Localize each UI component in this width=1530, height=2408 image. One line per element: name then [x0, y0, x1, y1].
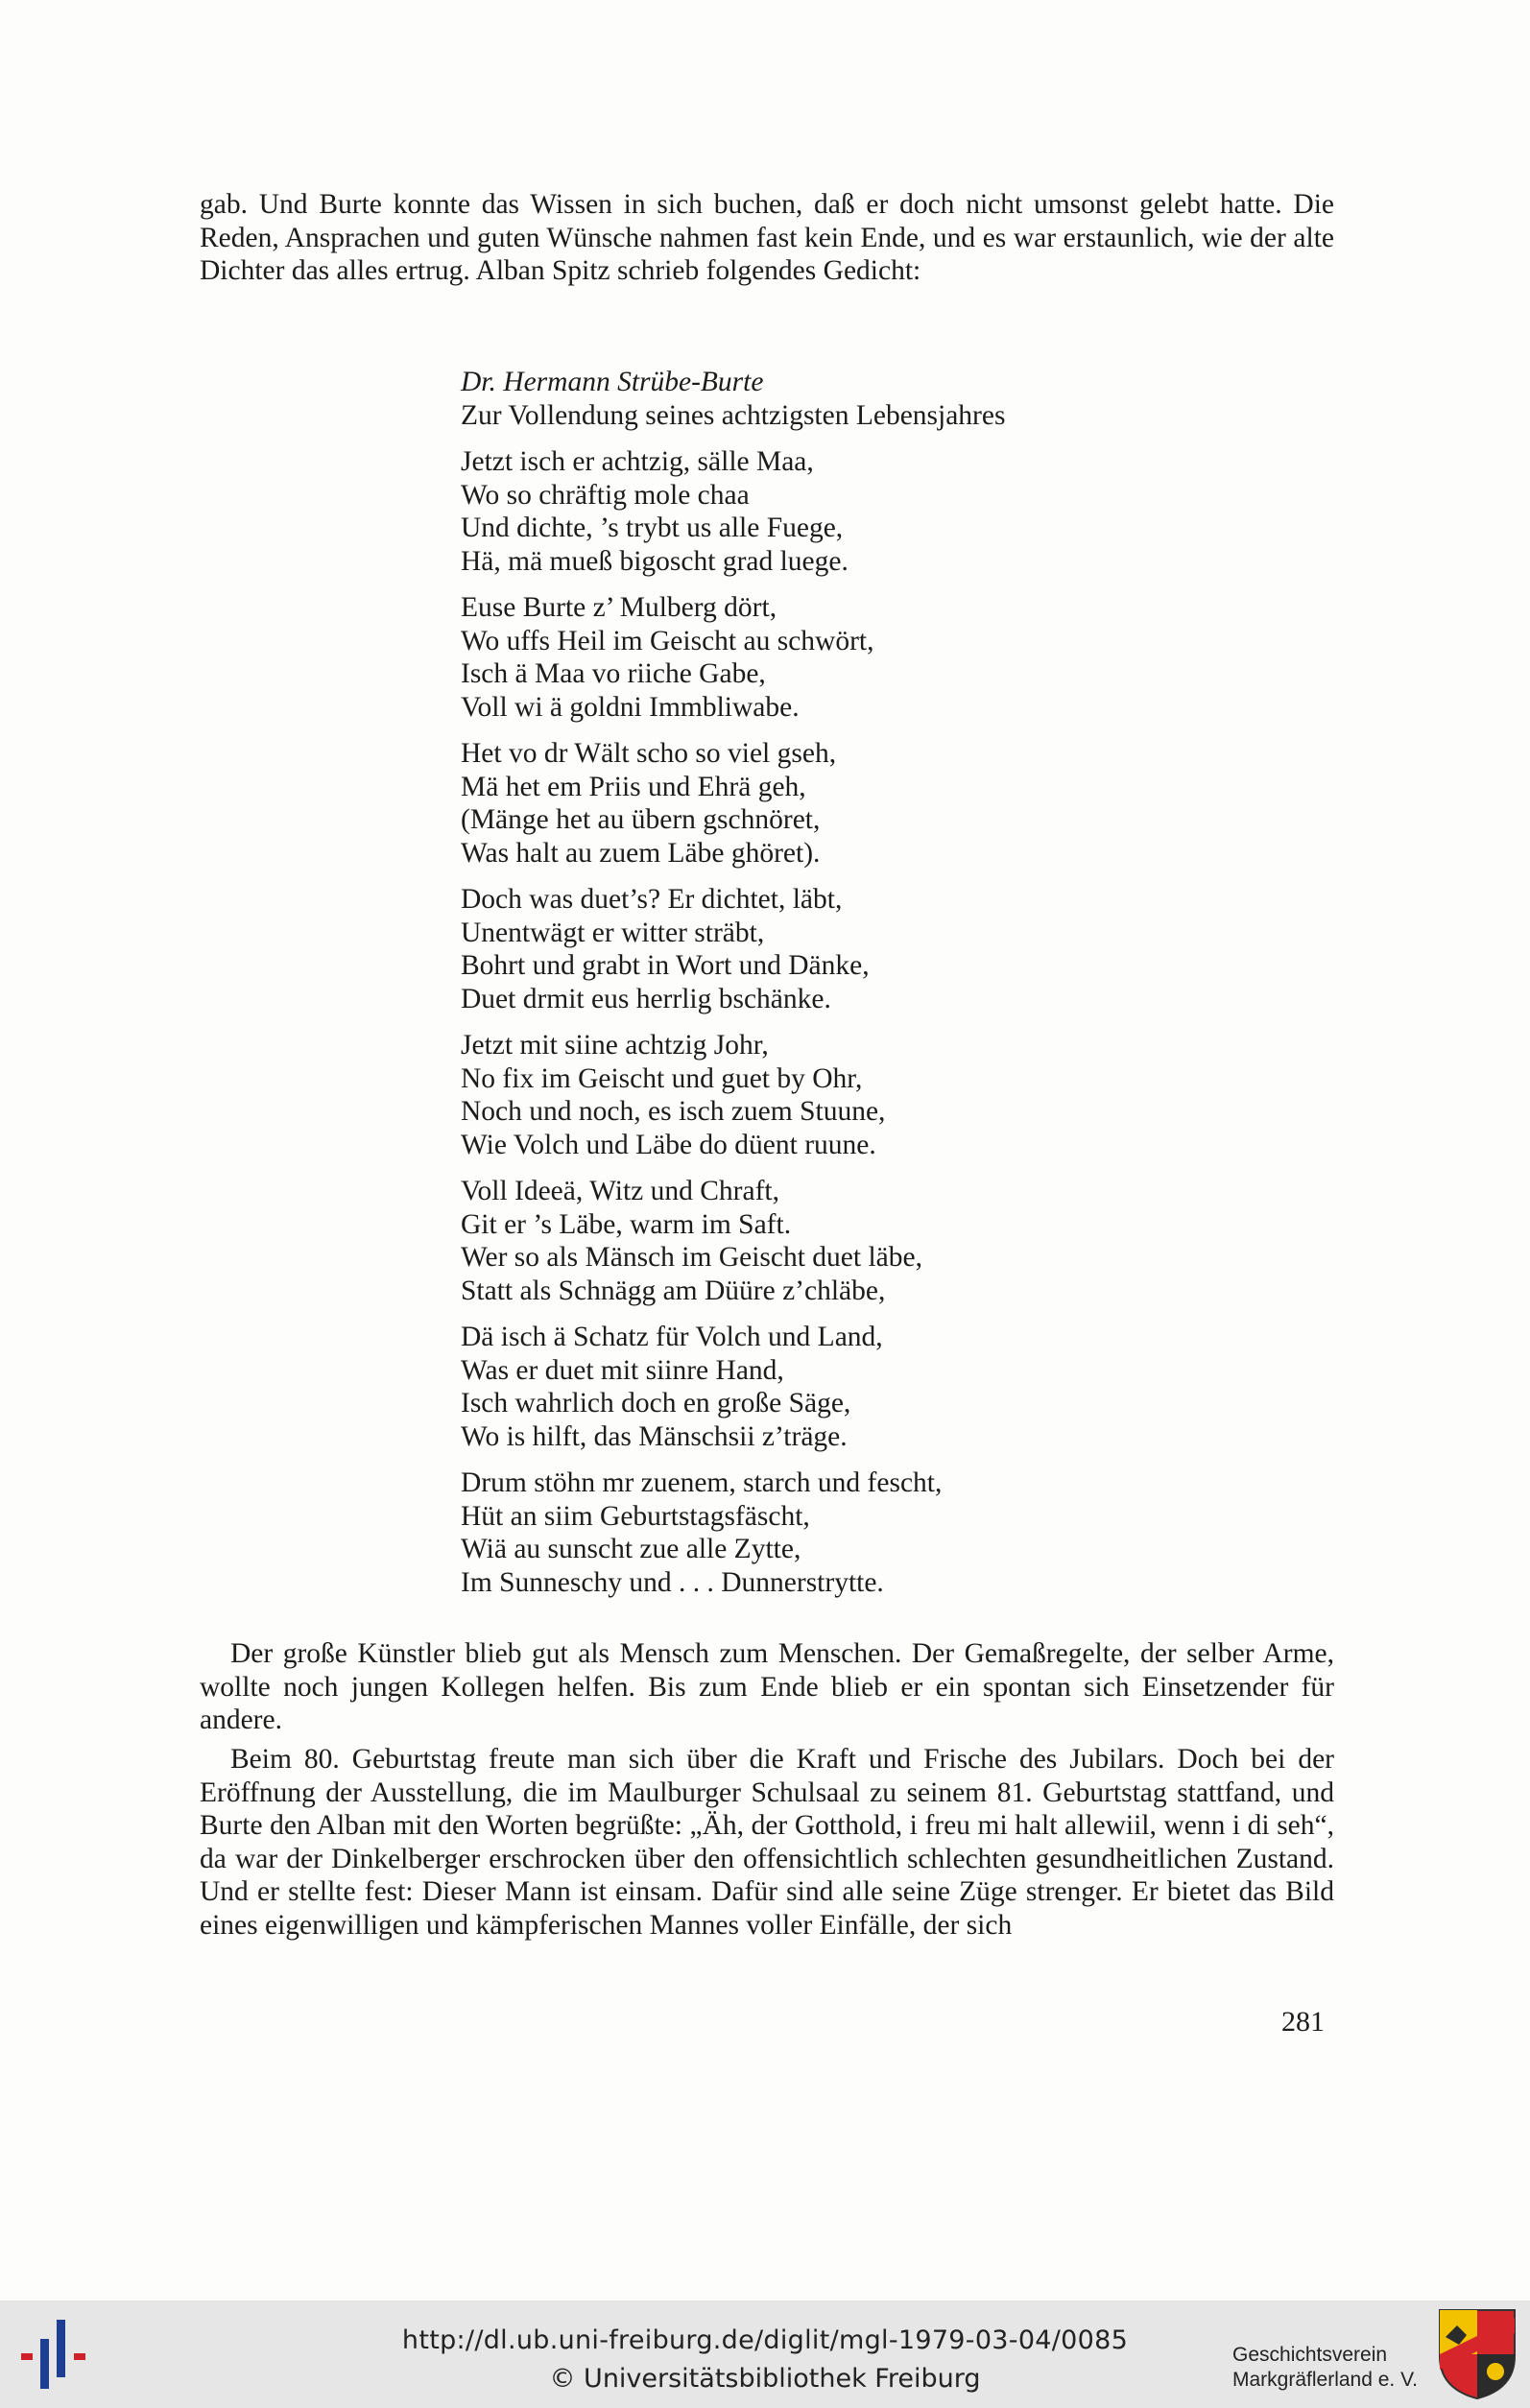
poem-line: Dä isch ä Schatz für Volch und Land,: [461, 1322, 883, 1352]
coat-of-arms-icon: [1438, 2308, 1517, 2400]
society-name-line2: Markgräflerland e. V.: [1232, 2369, 1418, 2391]
poem-line: Jetzt mit siine achtzig Johr,: [461, 1030, 769, 1061]
copyright-text: © Universitätsbibliothek Freiburg: [549, 2364, 981, 2394]
poem-stanza-1: [461, 445, 1229, 578]
poem-line: Git er ’s Läbe, warm im Saft.: [461, 1208, 792, 1240]
poem-subtitle: Zur Vollendung seines achtzigsten Lebensjahres: [461, 399, 1006, 431]
poem-line: Statt als Schnägg am Düüre z’chläbe,: [461, 1275, 886, 1306]
poem-stanza-7: [461, 1321, 1229, 1453]
poem-line: Drum stöhn mr zuenem, starch und fescht,: [461, 1467, 943, 1498]
society-name: [1232, 2343, 1418, 2393]
poem-line: Het vo dr Wält scho so viel gseh,: [461, 738, 837, 769]
poem-line: Noch und noch, es isch zuem Stuune,: [461, 1096, 886, 1127]
poem-line: Mä het em Priis und Ehrä geh,: [461, 771, 806, 802]
poem-line: Doch was duet’s? Er dichtet, läbt,: [461, 884, 843, 915]
poem-stanza-8: [461, 1466, 1229, 1599]
page-number: 281: [1281, 2006, 1325, 2038]
poem-stanza-4: [461, 883, 1229, 1015]
poem-line: Im Sunneschy und . . . Dunnerstrytte.: [461, 1566, 884, 1598]
poem-line: Isch ä Maa vo riiche Gabe,: [461, 658, 766, 689]
body-paragraph: Der große Künstler blieb gut als Mensch zum Menschen. Der Gemaßregelte, der selber Arme, wollte noch jungen Kollegen helfen. Bis zum Ende blieb er ein spontan sich Einsetzender für andere.: [200, 1638, 1334, 1735]
poem-line: Isch wahrlich doch en große Säge,: [461, 1388, 851, 1419]
poem-line: No fix im Geischt und guet by Ohr,: [461, 1062, 863, 1094]
body-paragraph: Beim 80. Geburtstag freute man sich über die Kraft und Frische des Jubilars. Doch bei der Eröffnung der Ausstellung, die im Maulburger Schulsaal zu seinem 81. Geburtstag stattfand, und Burte den Alban mit den Worten begrüßte: „Äh, der Gotthold, i freu mi halt allewiil, wenn i di seh“, da war der Dinkelberger erschrocken über den offensichtlich schlechten gesundheitlichen Zustand. Und er stellte fest: Dieser Mann ist einsam. Dafür sind alle seine Züge strenger. Er bietet das Bild eines eigenwilligen und kämpferischen Mannes voller Einfälle, der sich: [200, 1744, 1334, 1941]
poem-line: Bohrt und grabt in Wort und Dänke,: [461, 950, 870, 981]
poem-stanza-6: [461, 1175, 1229, 1307]
poem-line: Hüt an siim Geburtstagsfäscht,: [461, 1500, 810, 1532]
intro-paragraph: gab. Und Burte konnte das Wissen in sich buchen, daß er doch nicht umsonst gelebt hatte. Die Reden, Ansprachen und guten Wünsche nahmen fast kein Ende, und es war erstaunlich, wie der alte Dichter das alles ertrug. Alban Spitz schrieb folgendes Gedicht:: [200, 189, 1334, 286]
poem-line: Euse Burte z’ Mulberg dört,: [461, 592, 777, 623]
poem-line: Duet drmit eus herrlig bschänke.: [461, 983, 831, 1014]
poem-stanza-5: [461, 1029, 1229, 1161]
poem-line: Wo uffs Heil im Geischt au schwört,: [461, 625, 874, 656]
poem-stanza-3: [461, 737, 1229, 870]
poem-line: Unentwägt er witter sträbt,: [461, 917, 765, 948]
poem-line: Und dichte, ’s trybt us alle Fuege,: [461, 513, 844, 543]
poem-title: Dr. Hermann Strübe-Burte: [461, 367, 764, 397]
poem-stanza-2: [461, 591, 1229, 724]
society-name-line1: Geschichtsverein: [1232, 2344, 1388, 2366]
poem-line: Wo so chräftig mole chaa: [461, 479, 750, 511]
poem-line: Hä, mä mueß bigoscht grad luege.: [461, 545, 849, 577]
permalink-url[interactable]: http://dl.ub.uni-freiburg.de/diglit/mgl-1979-03-04/0085: [401, 2325, 1129, 2355]
poem-line: Wie Volch und Läbe do düent ruune.: [461, 1129, 876, 1160]
poem-line: Wer so als Mänsch im Geischt duet läbe,: [461, 1242, 922, 1273]
poem-line: (Mänge het au übern gschnöret,: [461, 804, 821, 835]
viewer-footer: [0, 2301, 1530, 2408]
poem-line: Jetzt isch er achtzig, sälle Maa,: [461, 446, 814, 477]
poem-line: Voll wi ä goldni Immbliwabe.: [461, 691, 800, 723]
poem-line: Wiä au sunscht zue alle Zytte,: [461, 1534, 801, 1564]
poem-line: Wo is hilft, das Mänschsii z’träge.: [461, 1420, 848, 1452]
poem-line: Was er duet mit siinre Hand,: [461, 1354, 784, 1386]
poem-line: Was halt au zuem Läbe ghöret).: [461, 837, 821, 869]
poem: [461, 366, 1229, 1599]
poem-line: Voll Ideeä, Witz und Chraft,: [461, 1176, 779, 1206]
